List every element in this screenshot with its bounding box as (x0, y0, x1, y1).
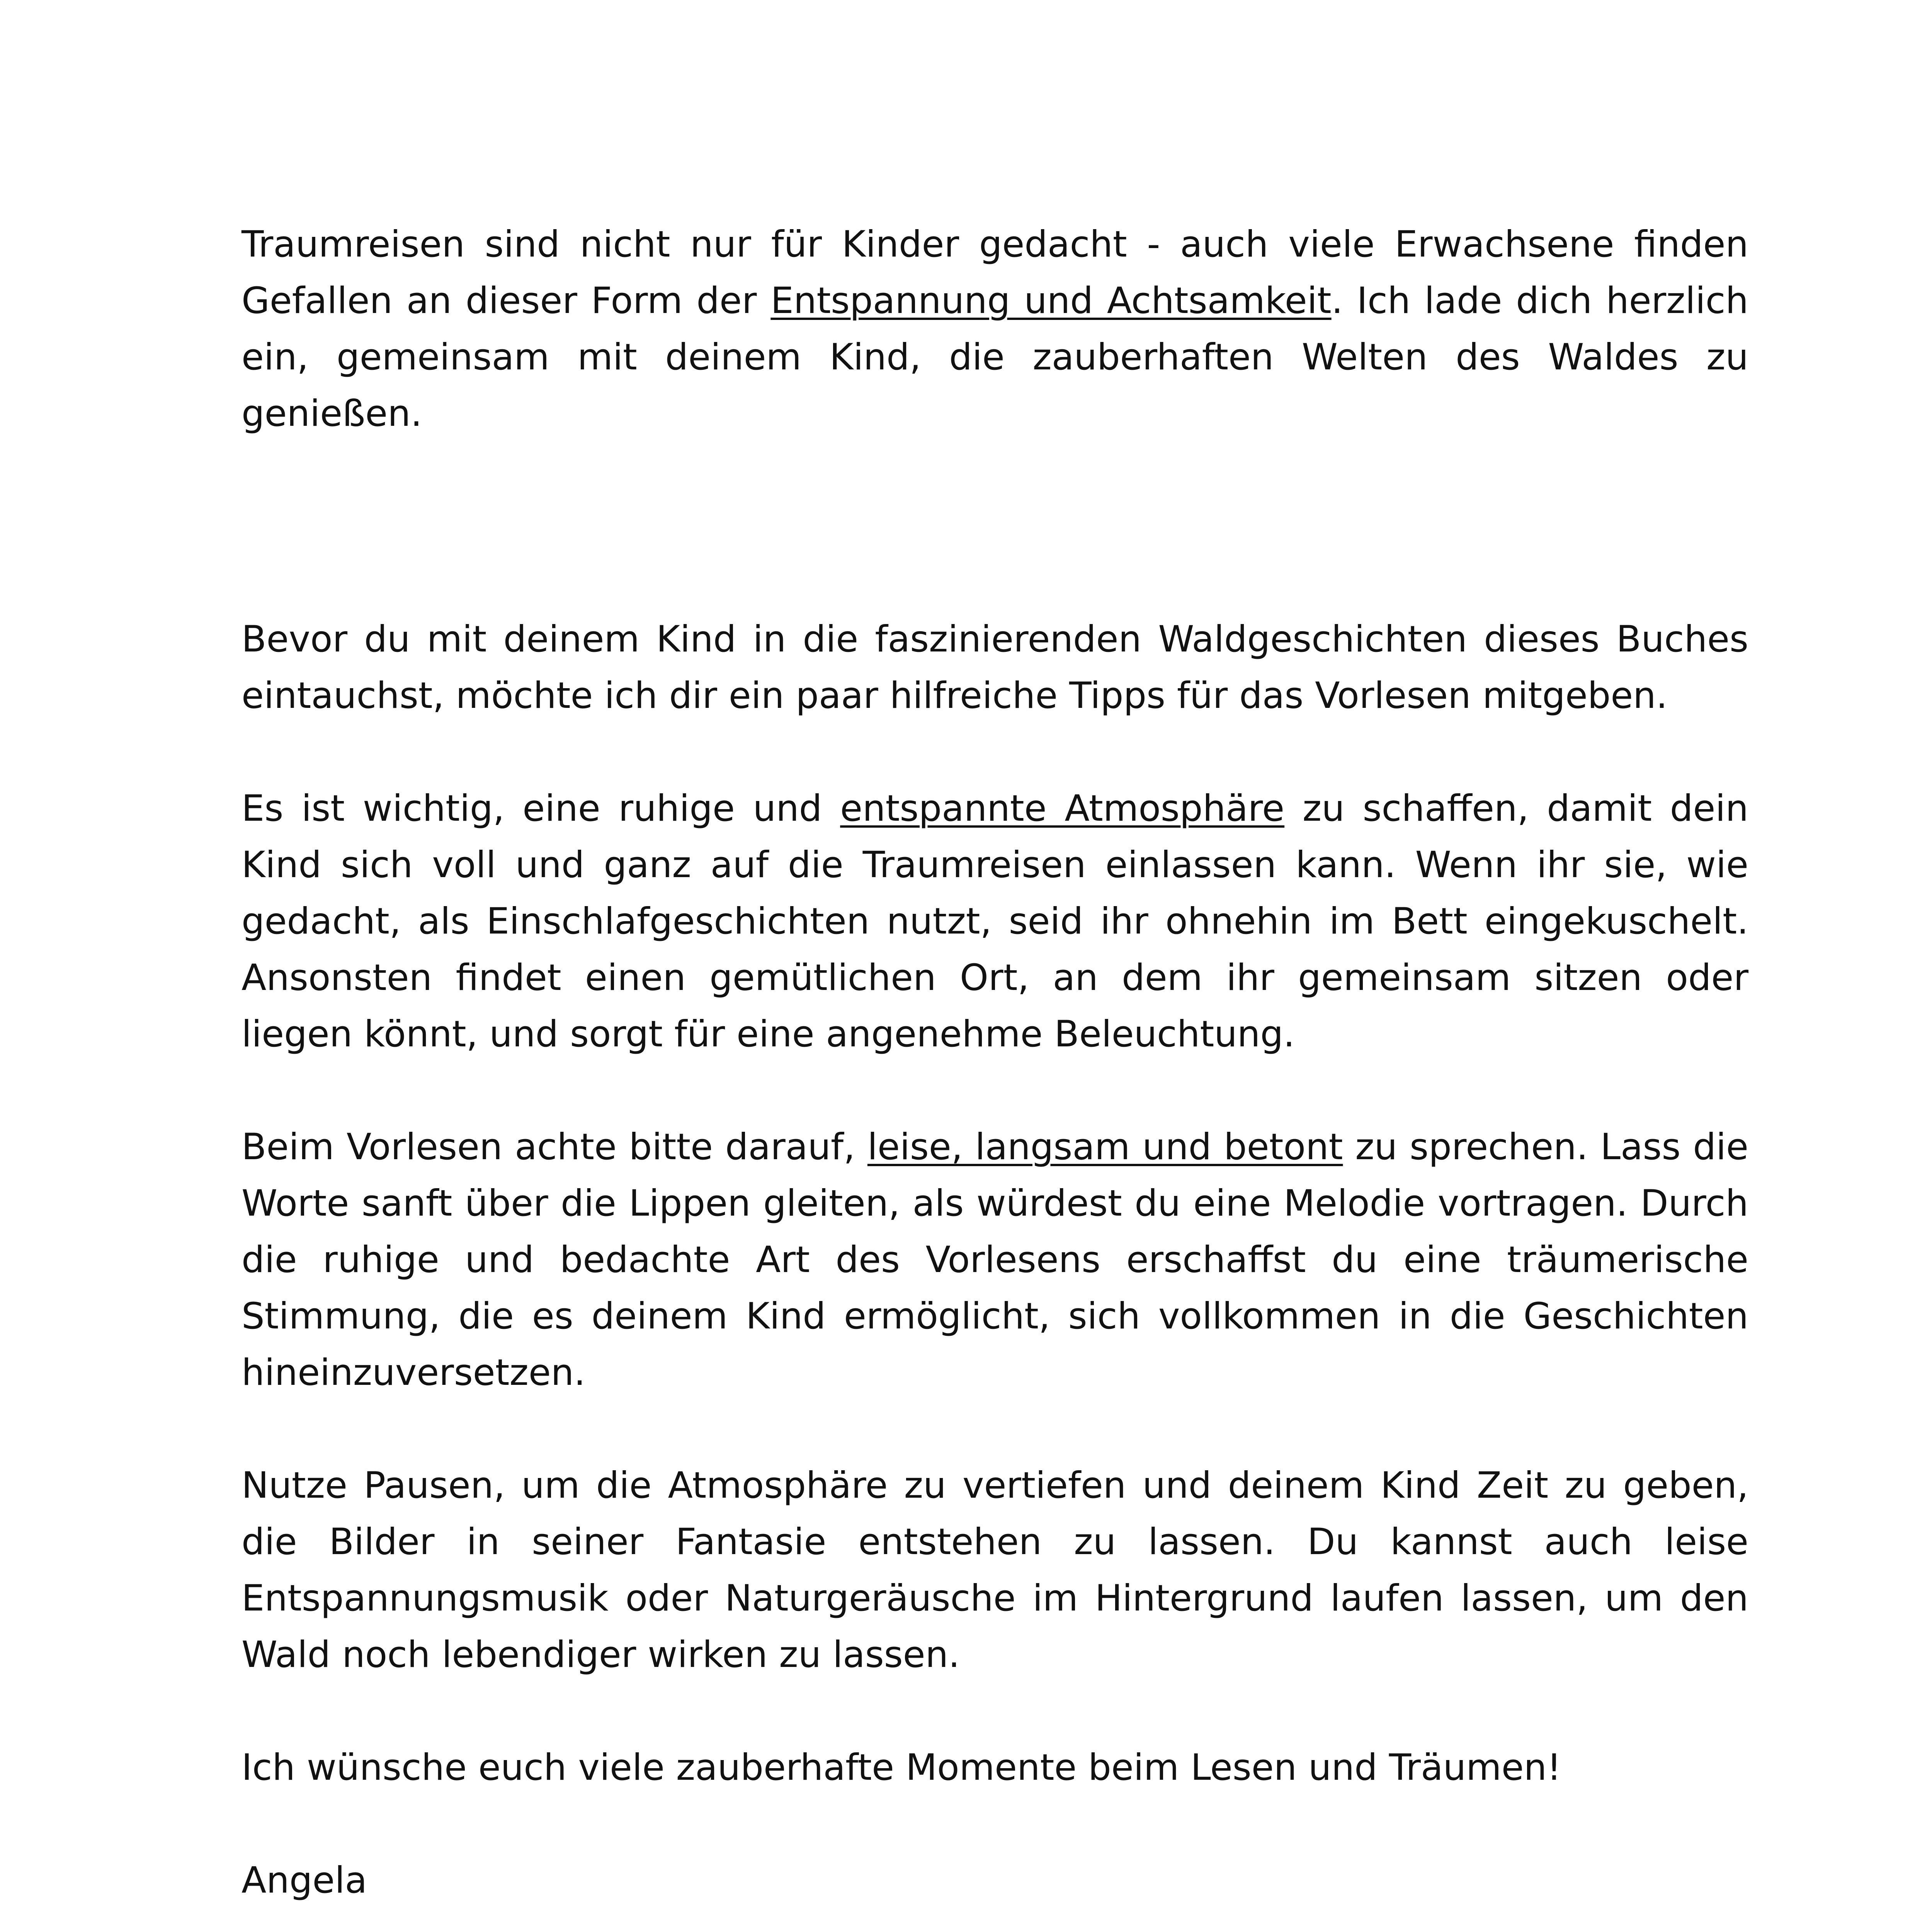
paragraph-tips-intro: Bevor du mit deinem Kind in die faszinierenden Waldgeschichten dieses Buches eintauchst, möchte ich dir ein paar hilfreiche Tipps für das Vorlesen mitgeben. (242, 618, 1748, 717)
paragraph-closing: Ich wünsche euch viele zauberhafte Momente beim Lesen und Träumen! (242, 1747, 1561, 1789)
spacer (242, 724, 1748, 781)
paragraph-reading-text-b: zu sprechen. Lass die Worte sanft über die Lippen gleiten, als würdest du eine Melodie vortragen. Durch die ruhige und bedachte Art des Vorlesens erschaffst du eine träumerische Stimmung, die es deinem Kind ermöglicht, sich vollkommen in die Geschichten hineinzuversetzen. (242, 1126, 1748, 1394)
paragraph-atmosphere (242, 781, 1748, 1063)
underlined-phrase-reading-style: leise, langsam und betont (867, 1126, 1343, 1168)
paragraph-reading-text-a: Beim Vorlesen achte bitte darauf, (242, 1126, 867, 1168)
spacer (242, 1683, 1748, 1740)
spacer (242, 442, 1748, 611)
body-text (242, 216, 1748, 1909)
underlined-phrase-atmosphere: entspannte Atmosphäre (840, 787, 1285, 830)
spacer (242, 1796, 1748, 1852)
paragraph-intro (242, 216, 1748, 442)
paragraph-reading (242, 1119, 1748, 1401)
paragraph-pauses: Nutze Pausen, um die Atmosphäre zu vertiefen und deinem Kind Zeit zu geben, die Bilder in seiner Fantasie entstehen zu lassen. Du kannst auch leise Entspannungsmusik oder Naturgeräusche im Hintergrund laufen lassen, um den Wald noch lebendiger wirken zu lassen. (242, 1464, 1748, 1676)
paragraph-intro-text-a: Traumreisen sind nicht nur für Kinder gedacht - auch viele Erwachsene finden Gefallen an dieser Form der (242, 223, 1748, 322)
underlined-phrase-relaxation: Entspannung und Achtsamkeit (770, 280, 1332, 322)
spacer (242, 1401, 1748, 1458)
paragraph-intro-text-b: . Ich lade dich herzlich ein, gemeinsam mit deinem Kind, die zauberhaften Welten des Waldes zu genießen. (242, 280, 1748, 435)
signature: Angela (242, 1859, 367, 1901)
spacer (242, 1063, 1748, 1119)
paragraph-atmosphere-text-b: zu schaffen, damit dein Kind sich voll und ganz auf die Traumreisen einlassen kann. Wenn ihr sie, wie gedacht, als Einschlafgeschichten nutzt, seid ihr ohnehin im Bett eingekuschelt. Ansonsten findet einen gemütlichen Ort, an dem ihr gemeinsam sitzen oder liegen könnt, und sorgt für eine angenehme Beleuchtung. (242, 787, 1748, 1055)
paragraph-atmosphere-text-a: Es ist wichtig, eine ruhige und (242, 787, 840, 830)
